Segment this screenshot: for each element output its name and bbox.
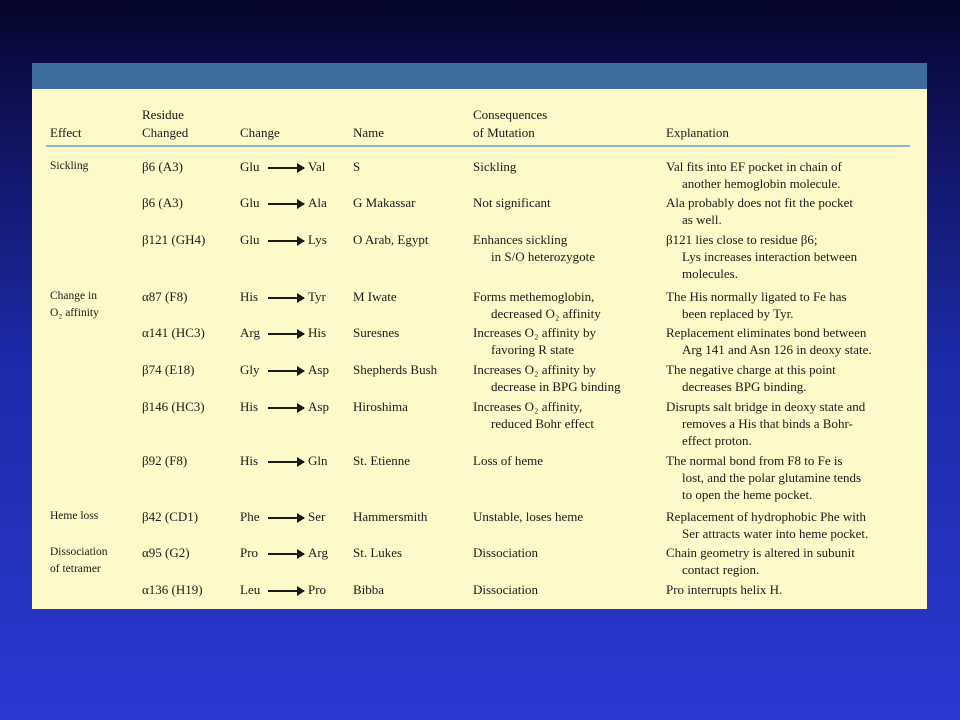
row-name: Bibba [353, 582, 385, 597]
row-consequence: Dissociation [473, 582, 538, 597]
row-explanation: decreases BPG binding. [682, 379, 807, 394]
row-explanation: Arg 141 and Asn 126 in deoxy state. [682, 342, 872, 357]
row-consequence: Not significant [473, 195, 551, 210]
row-explanation: Pro interrupts helix H. [666, 582, 783, 597]
row-explanation: molecules. [682, 266, 738, 281]
row-consequence: Increases O₂ affinity by [473, 362, 597, 377]
row-explanation: Val fits into EF pocket in chain of [666, 159, 842, 174]
row-explanation: been replaced by Tyr. [682, 306, 794, 321]
row-explanation: Disrupts salt bridge in deoxy state and [666, 399, 866, 414]
row-change-from: Glu [240, 159, 260, 174]
row-change-from: Phe [240, 509, 260, 524]
row-name: S [353, 159, 361, 174]
row-change-to: Asp [308, 362, 329, 377]
row-explanation: Lys increases interaction between [682, 249, 858, 264]
row-consequence: Enhances sickling [473, 232, 568, 247]
row-change-from: His [240, 289, 259, 304]
row-change-from: Glu [240, 195, 260, 210]
group-dissociation-line1: Dissociation [50, 546, 108, 558]
row-residue: α141 (HC3) [142, 325, 205, 340]
row-residue: β6 (A3) [142, 159, 183, 174]
row-explanation: as well. [682, 212, 722, 227]
row-change-from: Leu [240, 582, 261, 597]
change-arrow-icon [268, 590, 304, 592]
row-residue: β42 (CD1) [142, 509, 199, 524]
group-o2-affinity-line1: Change in [50, 290, 97, 302]
row-name: M Iwate [353, 289, 397, 304]
row-explanation: The negative charge at this point [666, 362, 836, 377]
row-change-from: Arg [240, 325, 260, 340]
row-change-to: Arg [308, 545, 328, 560]
change-arrow-icon [268, 370, 304, 372]
row-explanation: The normal bond from F8 to Fe is [666, 453, 843, 468]
group-heme-loss: Heme loss [50, 510, 99, 522]
row-change-from: Pro [240, 545, 259, 560]
row-change-to: Tyr [308, 289, 326, 304]
row-residue: β92 (F8) [142, 453, 188, 468]
row-change-to: Ser [308, 509, 326, 524]
row-consequence: Increases O₂ affinity, [473, 399, 583, 414]
change-arrow-icon [268, 461, 304, 463]
row-change-to: Asp [308, 399, 329, 414]
row-consequence: Sickling [473, 159, 517, 174]
row-explanation: to open the heme pocket. [682, 487, 813, 502]
change-arrow-icon [268, 167, 304, 169]
table-title-bar [32, 63, 927, 89]
row-name: St. Etienne [353, 453, 411, 468]
row-change-to: Lys [308, 232, 327, 247]
group-sickling: Sickling [50, 160, 89, 172]
change-arrow-icon [268, 517, 304, 519]
row-name: St. Lukes [353, 545, 403, 560]
header-explanation: Explanation [666, 125, 729, 140]
row-consequence: Dissociation [473, 545, 538, 560]
change-arrow-icon [268, 240, 304, 242]
row-consequence: in S/O heterozygote [491, 249, 595, 264]
header-effect: Effect [50, 125, 82, 140]
row-explanation: Chain geometry is altered in subunit [666, 545, 855, 560]
row-name: O Arab, Egypt [353, 232, 429, 247]
row-name: G Makassar [353, 195, 416, 210]
group-o2-affinity-line2: O₂ affinity [50, 307, 99, 319]
row-change-to: Ala [308, 195, 327, 210]
row-name: Hammersmith [353, 509, 428, 524]
row-consequence: Unstable, loses heme [473, 509, 584, 524]
row-explanation: contact region. [682, 562, 760, 577]
row-explanation: effect proton. [682, 433, 752, 448]
row-explanation: another hemoglobin molecule. [682, 176, 841, 191]
header-name: Name [353, 125, 385, 140]
row-change-to: Val [308, 159, 326, 174]
row-residue: β146 (HC3) [142, 399, 205, 414]
header-divider [46, 145, 910, 147]
change-arrow-icon [268, 553, 304, 555]
row-consequence: Increases O₂ affinity by [473, 325, 597, 340]
row-explanation: The His normally ligated to Fe has [666, 289, 847, 304]
row-explanation: Ala probably does not fit the pocket [666, 195, 854, 210]
row-consequence: reduced Bohr effect [491, 416, 594, 431]
row-name: Shepherds Bush [353, 362, 438, 377]
row-change-from: Gly [240, 362, 260, 377]
change-arrow-icon [268, 407, 304, 409]
header-consequences-line2: of Mutation [473, 125, 535, 140]
group-dissociation-line2: of tetramer [50, 563, 101, 575]
row-consequence: Loss of heme [473, 453, 544, 468]
table-panel [32, 63, 927, 609]
change-arrow-icon [268, 203, 304, 205]
row-name: Suresnes [353, 325, 400, 340]
row-residue: β121 (GH4) [142, 232, 206, 247]
row-change-to: Gln [308, 453, 328, 468]
change-arrow-icon [268, 297, 304, 299]
header-residue-line1: Residue [142, 107, 184, 122]
row-change-from: His [240, 399, 259, 414]
row-explanation: β121 lies close to residue β6; [666, 232, 818, 247]
row-change-to: His [308, 325, 327, 340]
row-residue: α87 (F8) [142, 289, 188, 304]
row-explanation: lost, and the polar glutamine tends [682, 470, 862, 485]
row-residue: β6 (A3) [142, 195, 183, 210]
row-consequence: decreased O₂ affinity [491, 306, 601, 321]
row-change-from: His [240, 453, 259, 468]
row-change-from: Glu [240, 232, 260, 247]
change-arrow-icon [268, 333, 304, 335]
row-explanation: Ser attracts water into heme pocket. [682, 526, 869, 541]
row-explanation: Replacement eliminates bond between [666, 325, 867, 340]
row-residue: α95 (G2) [142, 545, 190, 560]
header-change: Change [240, 125, 280, 140]
row-residue: α136 (H19) [142, 582, 203, 597]
row-consequence: decrease in BPG binding [491, 379, 621, 394]
header-consequences-line1: Consequences [473, 107, 548, 122]
row-name: Hiroshima [353, 399, 408, 414]
row-residue: β74 (E18) [142, 362, 195, 377]
row-explanation: Replacement of hydrophobic Phe with [666, 509, 867, 524]
row-consequence: Forms methemoglobin, [473, 289, 595, 304]
row-explanation: removes a His that binds a Bohr- [682, 416, 853, 431]
row-consequence: favoring R state [491, 342, 575, 357]
header-residue-line2: Changed [142, 125, 189, 140]
row-change-to: Pro [308, 582, 327, 597]
